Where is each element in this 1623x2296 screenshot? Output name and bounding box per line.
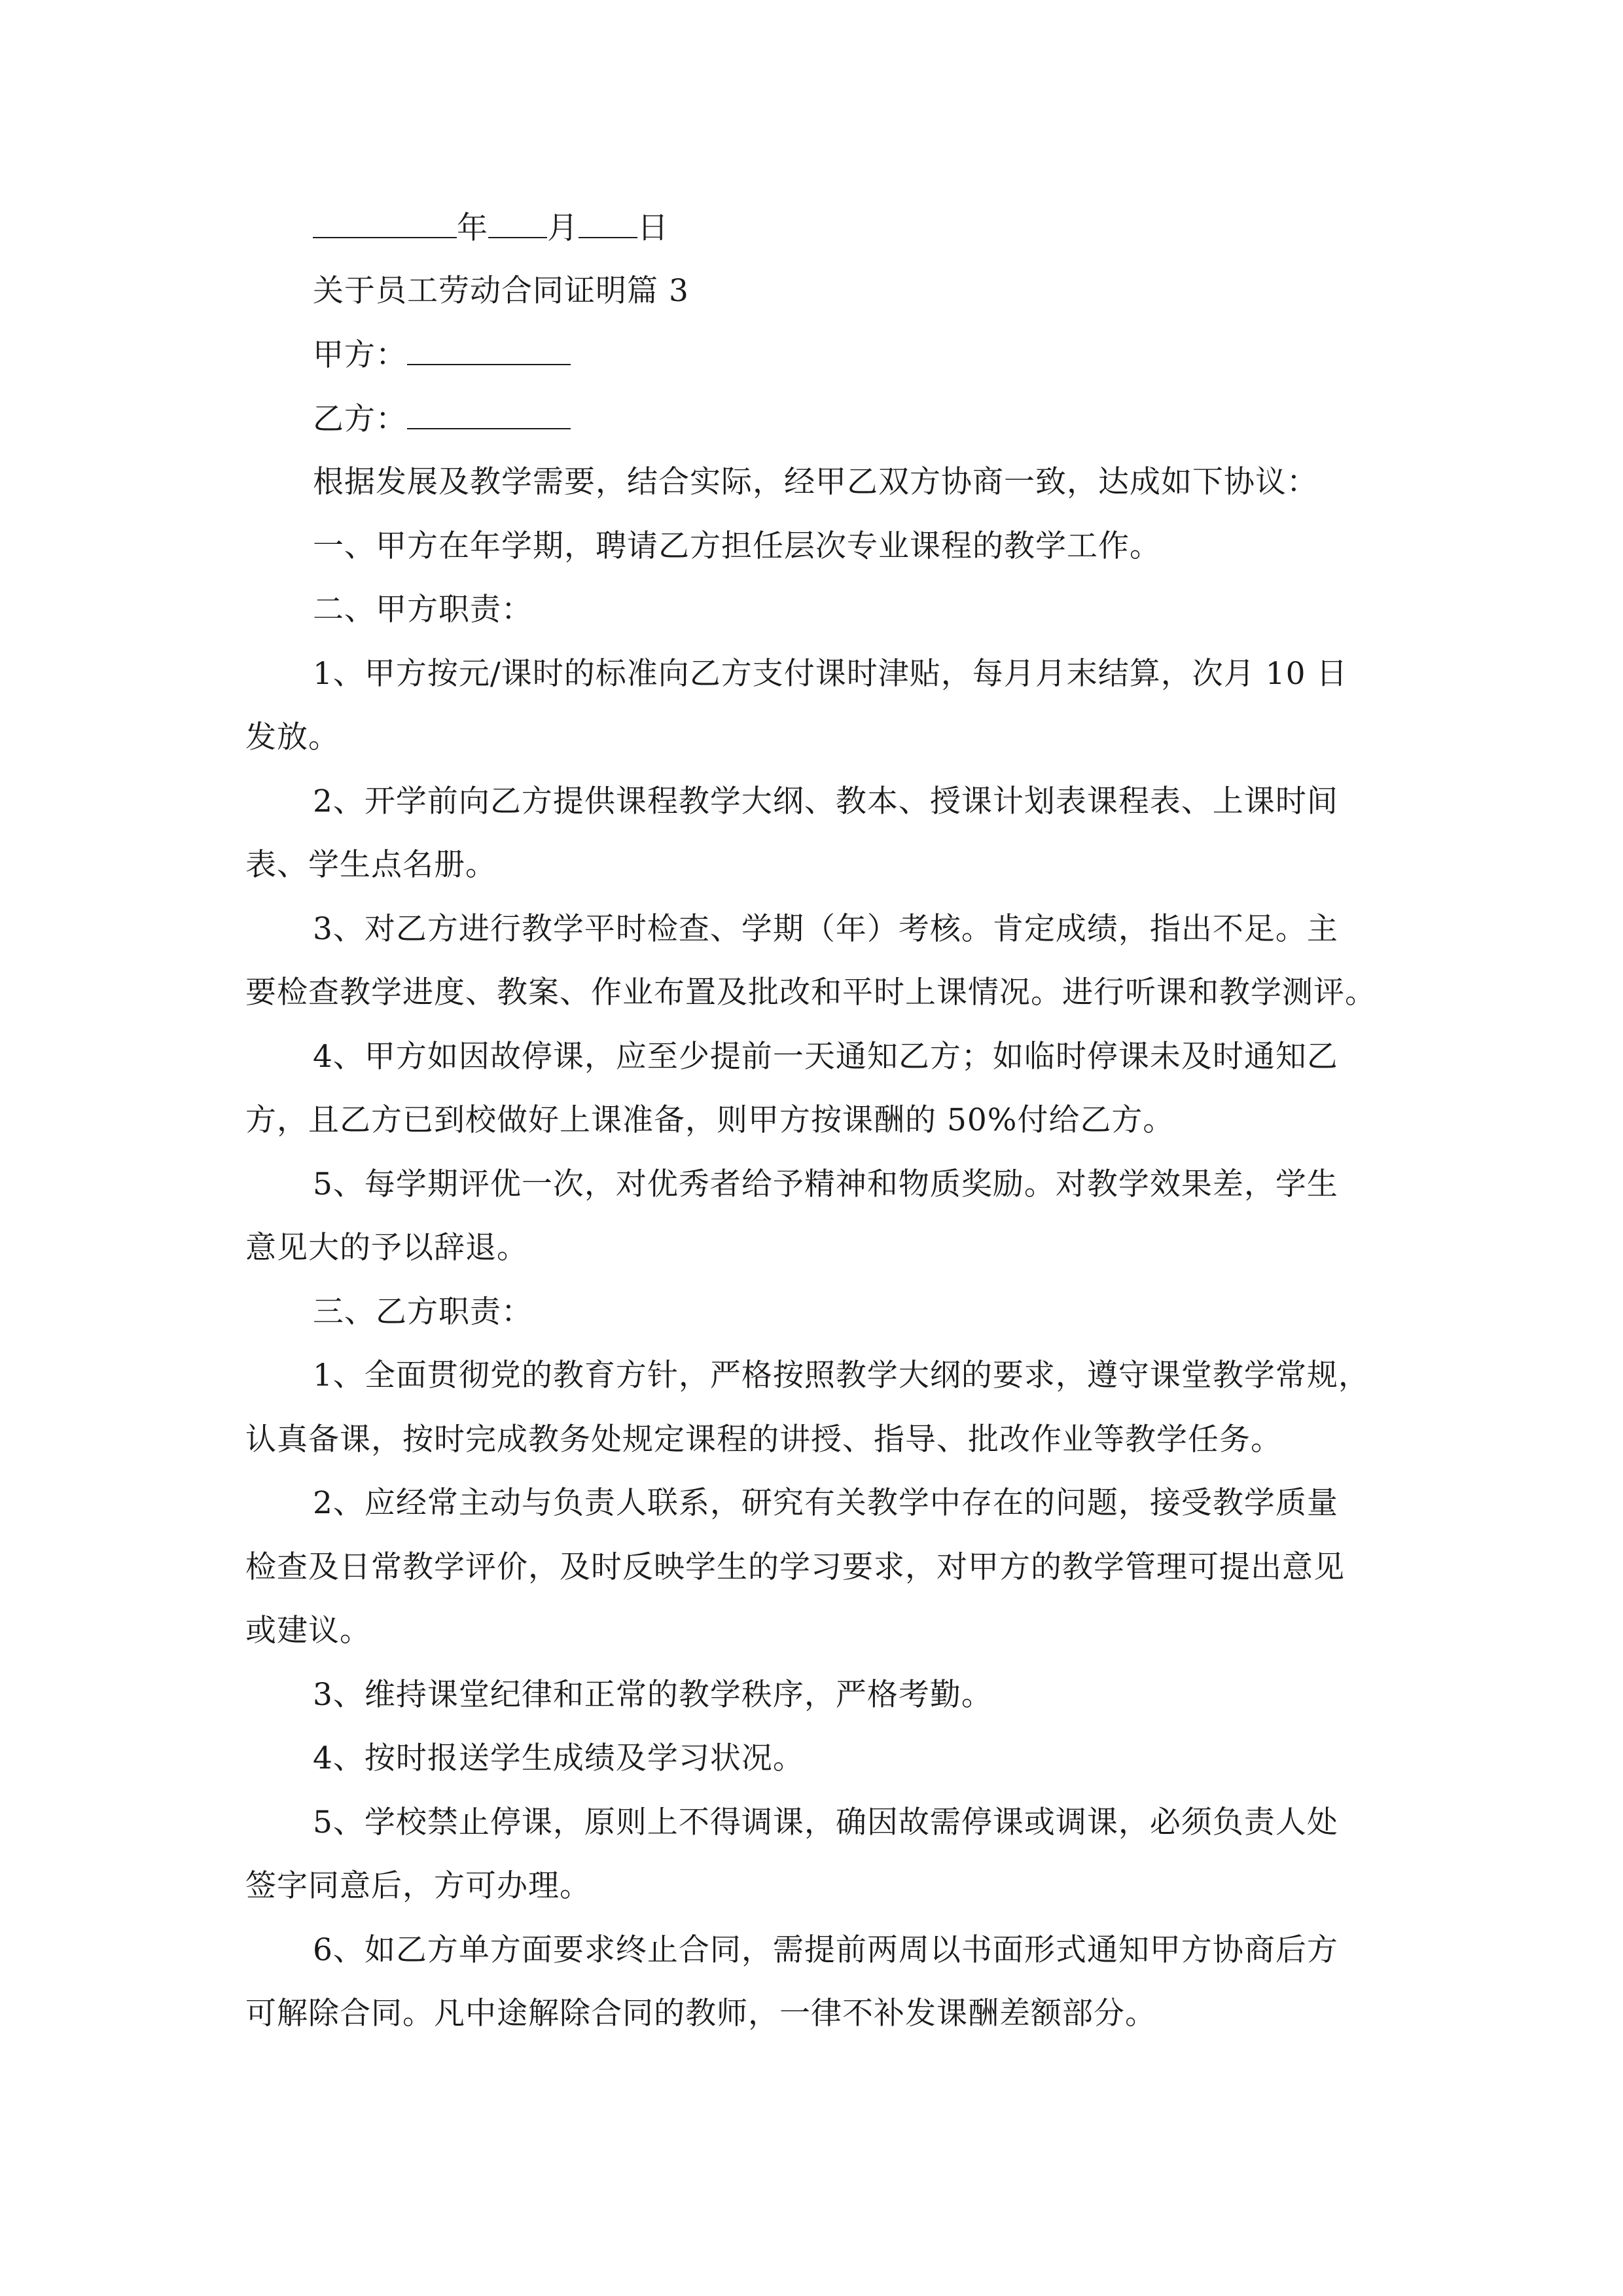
party-b-duty-1-line-1: 1、全面贯彻党的教育方针，严格按照教学大纲的要求，遵守课堂教学常规， [313, 1357, 1370, 1393]
party-a-label: 甲方： [313, 337, 407, 373]
party-b-duty-3: 3、维持课堂纪律和正常的教学秩序，严格考勤。 [313, 1677, 993, 1713]
year-label: 年 [457, 210, 488, 246]
party-b-label: 乙方： [313, 401, 407, 437]
section-2-heading: 二、甲方职责： [313, 592, 533, 628]
party-a-duty-3-line-2: 要检查教学进度、教案、作业布置及批改和平时上课情况。进行听课和教学测评。 [245, 975, 1376, 1011]
intro-paragraph: 根据发展及教学需要，结合实际，经甲乙双方协商一致，达成如下协议： [313, 464, 1318, 500]
party-a-duty-1-line-2: 发放。 [245, 719, 340, 755]
month-blank [488, 208, 547, 238]
party-a-duty-3-line-1: 3、对乙方进行教学平时检查、学期（年）考核。肯定成绩，指出不足。主 [313, 911, 1338, 947]
party-b-line [313, 399, 571, 439]
party-a-duty-5-line-1: 5、每学期评优一次，对优秀者给予精神和物质奖励。对教学效果差，学生 [313, 1166, 1338, 1202]
section-1: 一、甲方在年学期，聘请乙方担任层次专业课程的教学工作。 [313, 528, 1161, 564]
date-line [313, 208, 669, 248]
party-b-duty-2-line-2: 检查及日常教学评价，及时反映学生的学习要求，对甲方的教学管理可提出意见 [245, 1549, 1345, 1585]
day-label: 日 [637, 210, 669, 246]
party-a-duty-2-line-1: 2、开学前向乙方提供课程教学大纲、教本、授课计划表课程表、上课时间 [313, 783, 1338, 819]
party-b-blank [407, 399, 571, 429]
party-b-duty-6-line-1: 6、如乙方单方面要求终止合同，需提前两周以书面形式通知甲方协商后方 [313, 1932, 1338, 1968]
party-a-duty-5-line-2: 意见大的予以辞退。 [245, 1230, 528, 1266]
year-blank [313, 208, 457, 238]
party-b-duty-5-line-1: 5、学校禁止停课，原则上不得调课，确因故需停课或调课，必须负责人处 [313, 1804, 1338, 1840]
party-b-duty-4: 4、按时报送学生成绩及学习状况。 [313, 1740, 804, 1776]
party-a-duty-2-line-2: 表、学生点名册。 [245, 847, 497, 883]
party-a-duty-4-line-1: 4、甲方如因故停课，应至少提前一天通知乙方；如临时停课未及时通知乙 [313, 1039, 1338, 1075]
party-b-duty-2-line-3: 或建议。 [245, 1613, 371, 1649]
day-blank [579, 208, 637, 238]
party-a-line [313, 335, 571, 375]
party-b-duty-5-line-2: 签字同意后，方可办理。 [245, 1868, 591, 1904]
party-a-blank [407, 335, 571, 365]
document-title: 关于员工劳动合同证明篇 3 [313, 273, 689, 309]
party-b-duty-1-line-2: 认真备课，按时完成教务处规定课程的讲授、指导、批改作业等教学任务。 [245, 1422, 1282, 1458]
month-label: 月 [547, 210, 579, 246]
party-b-duty-6-line-2: 可解除合同。凡中途解除合同的教师，一律不补发课酬差额部分。 [245, 1996, 1156, 2032]
party-b-duty-2-line-1: 2、应经常主动与负责人联系，研究有关教学中存在的问题，接受教学质量 [313, 1485, 1338, 1521]
party-a-duty-1-line-1: 1、甲方按元/课时的标准向乙方支付课时津贴，每月月末结算，次月 10 日 [313, 656, 1348, 692]
section-3-heading: 三、乙方职责： [313, 1294, 533, 1330]
party-a-duty-4-line-2: 方，且乙方已到校做好上课准备，则甲方按课酬的 50%付给乙方。 [245, 1102, 1175, 1138]
